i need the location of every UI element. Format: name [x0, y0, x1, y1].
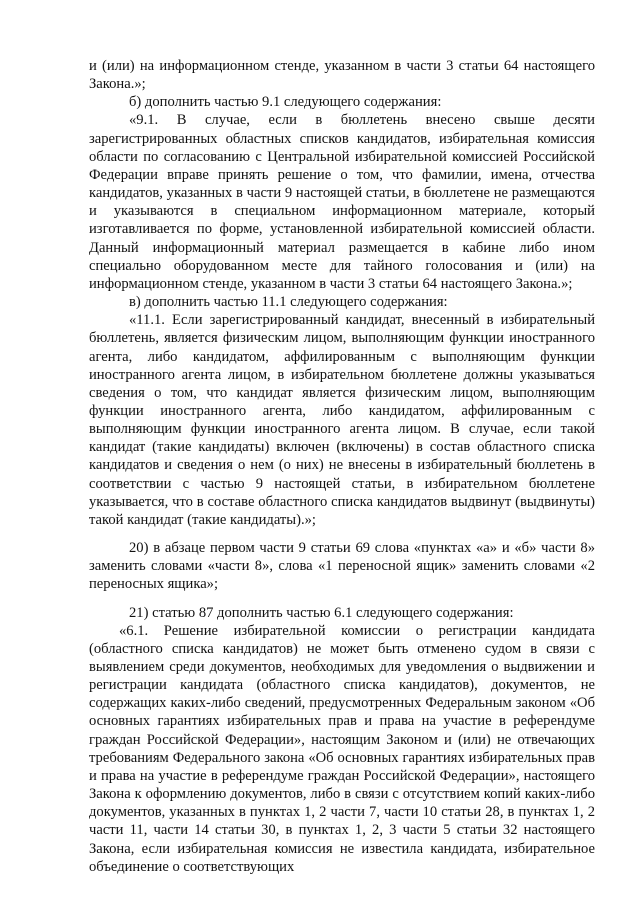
paragraph-part-9-1: «9.1. В случае, если в бюллетень внесено свыше десяти зарегистрированных областных списков кандидатов, избирательная комиссия области по согласованию с Центральной избирательной комиссией Российской Федерации вправе принять решение о том, что фамилии, имена, отчества кандидатов, указанных в части 9 настоящей статьи, в бюллетене не размещаются и указываются в специальном информационном материале, который изготавливается по форме, установленной избирательной комиссией области. Данный информационный материал размещается в кабине либо ином специально оборудованном месте для тайного голосования и (или) на информационном стенде, указанном в части 3 статьи 64 настоящего Закона.»; [89, 112, 595, 292]
paragraph-item-20: 20) в абзаце первом части 9 статьи 69 слова «пунктах «а» и «б» части 8» заменить словами «части 8», слова «1 переносной ящик» заменить словами «2 переносных ящика»; [89, 540, 595, 593]
paragraph-continuation: и (или) на информационном стенде, указанном в части 3 статьи 64 настоящего Закона.»; [89, 58, 595, 93]
paragraph-item-v: в) дополнить частью 11.1 следующего содержания: [129, 294, 448, 311]
paragraph-item-b: б) дополнить частью 9.1 следующего содержания: [129, 94, 442, 111]
paragraph-item-21: 21) статью 87 дополнить частью 6.1 следующего содержания: [129, 604, 514, 621]
document-page [89, 57, 595, 876]
paragraph-part-6-1: «6.1. Решение избирательной комиссии о регистрации кандидата (областного списка кандидатов) не может быть отменено судом в связи с выявлением среди документов, необходимых для уведомления о выдвижении и регистрации кандидата (областного списка кандидатов), документов, не содержащих каких-либо сведений, предусмотренных Федеральным законом «Об основных гарантиях избирательных прав и права на участие в референдуме граждан Российской Федерации», настоящим Законом и (или) не отвечающих требованиям Федерального закона «Об основных гарантиях избирательных прав и права на участие в референдуме граждан Российской Федерации», настоящего Закона к оформлению документов, либо в связи с отсутствием копий каких-либо документов, указанных в пунктах 1, 2 части 7, части 10 статьи 28, в пунктах 1, 2 части 11, части 14 статьи 30, в пунктах 1, 2, 3 части 5 статьи 32 настоящего Закона, если избирательная комиссия не известила кандидата, избирательное объединение о соответствующих [89, 622, 595, 875]
paragraph-part-11-1: «11.1. Если зарегистрированный кандидат, внесенный в избирательный бюллетень, является физическим лицом, выполняющим функции иностранного агента, либо кандидатом, аффилированным с выполняющим функции иностранного агента лицом, в избирательном бюллетене должны указываться сведения о том, что кандидат является физическим лицом, выполняющим функции иностранного агента, либо кандидатом, аффилированным с выполняющим функции иностранного агента лицом. В случае, если такой кандидат (такие кандидаты) включен (включены) в состав областного списка кандидатов и сведения о нем (о них) не внесены в избирательный бюллетень в соответствии с частью 9 настоящей статьи, в избирательном бюллетене указывается, что в составе областного списка кандидатов выдвинут (выдвинуты) такой кандидат (такие кандидаты).»; [89, 312, 595, 528]
